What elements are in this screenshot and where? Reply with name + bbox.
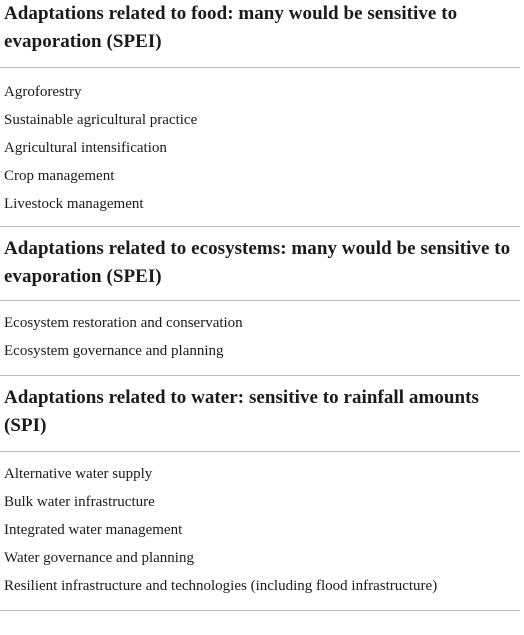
list-item: Resilient infrastructure and technologies (including flood infrastructure)	[4, 578, 438, 594]
section-divider	[0, 610, 520, 611]
list-item: Agroforestry	[4, 84, 82, 100]
list-item: Crop management	[4, 168, 115, 184]
section-items-water	[4, 452, 520, 600]
list-item: Water governance and planning	[4, 550, 194, 566]
list-item: Bulk water infrastructure	[4, 494, 155, 510]
section-heading-ecosystems: Adaptations related to ecosystems: many would be sensitive to evaporation (SPEI)	[4, 238, 511, 287]
section-divider	[0, 375, 520, 376]
list-item: Agricultural intensification	[4, 140, 167, 156]
list-item: Livestock management	[4, 196, 144, 212]
list-item: Ecosystem governance and planning	[4, 343, 224, 359]
section-heading-water: Adaptations related to water: sensitive to rainfall amounts (SPI)	[4, 387, 479, 436]
list-item: Sustainable agricultural practice	[4, 112, 198, 128]
section-items-food	[4, 68, 520, 218]
list-item: Alternative water supply	[4, 466, 153, 482]
list-item: Ecosystem restoration and conservation	[4, 315, 243, 331]
list-item: Integrated water management	[4, 522, 183, 538]
section-divider	[0, 226, 520, 227]
section-heading-food: Adaptations related to food: many would be sensitive to evaporation (SPEI)	[4, 3, 458, 52]
section-items-ecosystems	[4, 301, 520, 365]
